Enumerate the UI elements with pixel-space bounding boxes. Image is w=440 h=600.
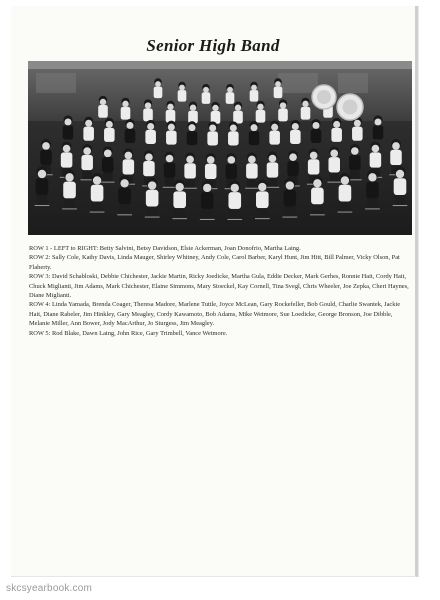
band-member-figure — [145, 178, 160, 217]
band-member-figure — [282, 178, 297, 217]
band-member-figure — [202, 84, 211, 104]
band-member-figure — [166, 121, 177, 145]
band-member-figure — [172, 180, 187, 219]
band-member-figure — [250, 82, 259, 102]
caption-row-3: ROW 3: David Schabloski, Debbie Chichester, Jackie Martin, Ricky Joedicke, Martha Gula, Eddie Decker, Mark Gerhes, Ronnie Hait, Cordy Hait, Chuck Miglianti, Jim Adams, Mark Chichester, Elaine Simmons, Mary Stoeckel, Kay Cornell, Tina Svegl, Chris Wheeler, Joe Zepka, Cheri Haynes, Diane Miglianti. — [29, 273, 409, 300]
caption-row-1: ROW 1 - LEFT to RIGHT: Betty Salvini, Betsy Davidson, Elsie Ackerman, Joan Donofrio, Martha Laing. — [29, 245, 301, 252]
band-member-figure — [328, 146, 341, 182]
band-member-figure — [226, 84, 235, 104]
band-member-figure — [143, 99, 153, 121]
band-member-figure — [269, 121, 280, 145]
band-member-figure — [255, 180, 270, 219]
band-member-figure — [200, 180, 215, 219]
band-member-figure — [188, 102, 198, 124]
band-member-figure — [117, 176, 132, 215]
band-member-figure — [166, 101, 176, 123]
watermark-text: skcsyearbook.com — [6, 583, 93, 594]
band-member-figure — [233, 102, 243, 124]
band-member-figure — [207, 121, 218, 145]
band-member-figure — [104, 118, 115, 142]
band-member-figure — [256, 101, 266, 123]
band-member-figure — [393, 167, 408, 206]
band-member-figure — [101, 146, 114, 182]
band-member-figure — [211, 102, 221, 124]
band-member-figure — [352, 117, 363, 141]
band-member-figure — [178, 82, 187, 102]
caption-row-2: ROW 2: Sally Cole, Kathy Davis, Linda Mauger, Shirley Whitney, Andy Cole, Carol Barber, Karyl Hunt, Jim Hitt, Bill Palmer, Vicky Olson, Pat Flaherty. — [29, 254, 400, 271]
photo-caption — [29, 244, 413, 338]
band-member-figure — [83, 117, 94, 141]
band-member-figure — [245, 152, 258, 188]
band-member-figure — [35, 167, 50, 206]
caption-row-4: ROW 4: Linda Yamada, Brenda Coager, Theresa Madore, Marlene Tuttle, Joyce McLean, Gary Rockefeller, Bob Gould, Charlie Swantek, Jackie Hait, Diane Rabeler, Jim Hinkley, Gary Meagley, Cordy Kawamoto, Bob Adams, Mike Wetmore, Sue Loedicke, George Bronson, Joe Dibble, Melanie Miller, Ann Bower, Jody MacArthur, Jo Sturgess, Jim Meagley. — [29, 301, 401, 328]
band-member-figure — [331, 118, 342, 142]
band-photo-illustration — [28, 61, 412, 235]
page-title: Senior High Band — [146, 36, 280, 55]
band-member-figure — [311, 119, 322, 143]
band-member-figure — [62, 170, 77, 209]
band-group-photo — [28, 61, 412, 235]
band-member-figure — [365, 170, 380, 209]
band-member-figure — [121, 98, 131, 120]
band-member-figure — [290, 120, 301, 144]
band-member-figure — [249, 121, 260, 145]
band-member-figure — [301, 98, 311, 120]
band-member-figure — [338, 173, 353, 212]
band-member-figure — [80, 144, 93, 180]
band-member-figure — [348, 144, 361, 180]
band-member-figure — [125, 119, 136, 143]
band-member-figure — [163, 152, 176, 188]
band-member-figure — [145, 120, 156, 144]
band-member-figure — [90, 173, 105, 212]
band-member-figure — [373, 115, 384, 139]
band-member-figure — [274, 78, 283, 98]
band-member-figure — [278, 99, 288, 121]
caption-row-5: ROW 5: Rod Blake, Dawn Laing, John Rice, Gary Trimbell, Vance Wetmore. — [29, 329, 228, 337]
band-member-figure — [187, 121, 198, 145]
band-member-figure — [228, 121, 239, 145]
band-member-figure — [310, 176, 325, 215]
band-member-figure — [183, 152, 196, 188]
band-member-figure — [266, 152, 279, 188]
yearbook-page — [11, 6, 418, 577]
band-member-figure — [98, 96, 108, 118]
band-member-figure — [63, 115, 74, 139]
band-member-figure — [154, 78, 163, 98]
band-member-figure — [227, 180, 242, 219]
